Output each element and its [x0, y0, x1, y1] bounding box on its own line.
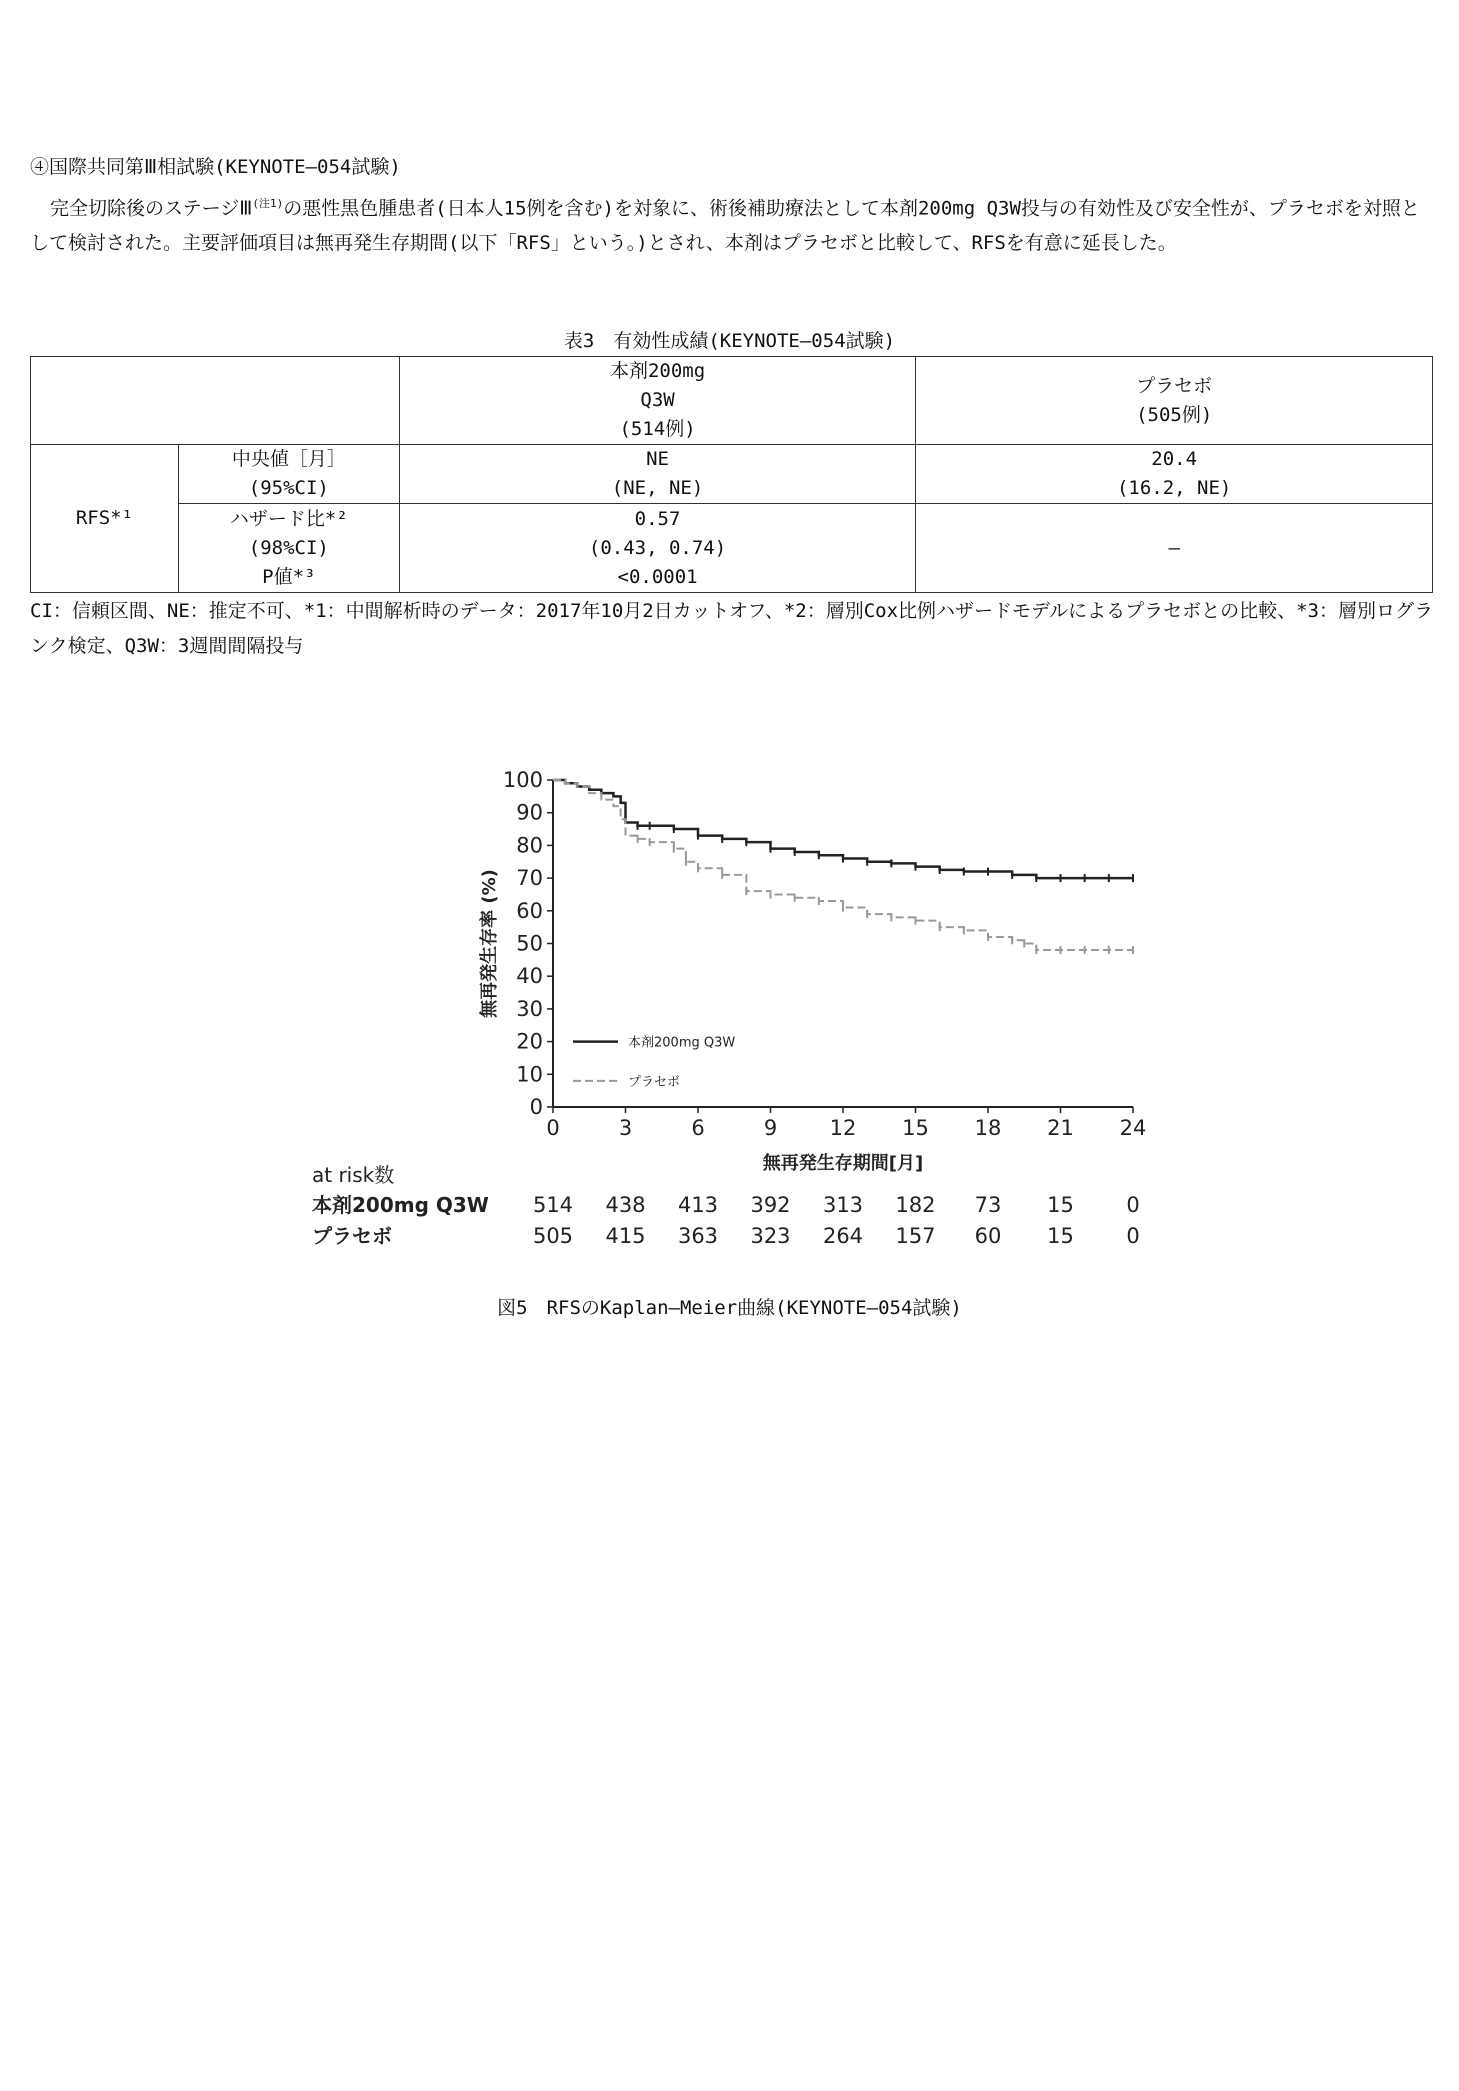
table-footnote: CI：信頼区間、NE：推定不可、*1：中間解析時のデータ：2017年10月2日カットオフ、*2：層別Cox比例ハザードモデルによるプラセボとの比較、*3：層別ログランク検定、Q3W：3週間間隔投与: [30, 600, 1433, 657]
hazard-drug: [399, 504, 916, 593]
median-label-line: (95%CI): [248, 477, 329, 499]
legend-label: プラセボ: [628, 1074, 681, 1090]
risk-value: 514: [532, 1193, 574, 1217]
risk-value: 182: [895, 1193, 936, 1217]
y-tick-label: 0: [529, 1095, 543, 1119]
median-drug-line: NE: [646, 448, 669, 470]
risk-row-label: プラセボ: [312, 1224, 392, 1248]
median-label: [178, 445, 399, 504]
header-drug-line: (514例): [619, 418, 696, 440]
y-tick-label: 60: [516, 898, 543, 923]
x-tick-label: 15: [902, 1116, 929, 1140]
x-tick-label: 18: [974, 1116, 1002, 1140]
risk-value: 264: [822, 1224, 864, 1248]
hazard-label-line: ハザード比*²: [229, 507, 348, 530]
risk-title: at risk数: [312, 1163, 395, 1187]
risk-value: 363: [677, 1224, 719, 1248]
header-placebo: [916, 357, 1433, 445]
hazard-drug-line: <0.0001: [617, 565, 698, 588]
risk-value: 415: [605, 1224, 646, 1248]
rfs-label: RFS*¹: [31, 445, 179, 593]
risk-value: 73: [974, 1193, 1002, 1217]
x-tick-label: 3: [618, 1116, 633, 1140]
hazard-placebo: ―: [916, 504, 1433, 593]
x-tick-label: 6: [691, 1116, 705, 1140]
risk-row-label: 本剤200mg Q3W: [312, 1193, 489, 1217]
table-row: [31, 445, 1433, 504]
hazard-label-line: P値*³: [262, 565, 316, 588]
y-axis-label: 無再発生存率 (%): [479, 869, 500, 1018]
risk-value: 157: [895, 1224, 936, 1248]
y-tick-label: 30: [516, 996, 543, 1021]
median-placebo: [916, 445, 1433, 504]
hazard-drug-line: 0.57: [634, 507, 681, 530]
para-part2: の悪性黒色腫患者(日本人15例を含む)を対象に、術後補助療法として本剤200mg Q3W投与の有効性及び安全性が、プラセボを対照として検討された。主要評価項目は無再発生存期間(以下「RFS」という。)とされ、本剤はプラセボと比較して、RFSを有意に延長した。: [30, 197, 1420, 255]
para-note-ref: (注1): [252, 197, 284, 210]
hazard-label-line: (98%CI): [248, 536, 329, 559]
chart-axes: [310, 770, 1150, 1260]
y-tick-label: 70: [516, 866, 543, 891]
x-tick-label: 9: [763, 1116, 778, 1140]
figure-caption: 図5 RFSのKaplan―Meier曲線(KEYNOTE―054試験): [497, 1297, 962, 1319]
risk-value: 0: [1126, 1224, 1140, 1248]
median-drug: [399, 445, 916, 504]
median-placebo-line: (16.2, NE): [1116, 477, 1232, 499]
body-paragraph: [30, 186, 1435, 261]
y-tick-label: 40: [516, 964, 543, 989]
header-drug-line: 本剤200mg: [609, 360, 706, 382]
risk-value: 0: [1126, 1193, 1140, 1217]
risk-value: 15: [1047, 1224, 1074, 1248]
hazard-label: [178, 504, 399, 593]
risk-value: 313: [822, 1193, 864, 1217]
km-chart-container: [310, 770, 1150, 1260]
header-drug: [399, 357, 916, 445]
y-tick-label: 50: [516, 931, 543, 956]
risk-value: 15: [1047, 1193, 1074, 1217]
header-blank: [31, 357, 400, 445]
legend-label: 本剤200mg Q3W: [628, 1035, 736, 1051]
y-tick-label: 90: [516, 800, 543, 825]
km-chart: [310, 770, 1150, 1260]
risk-value: 323: [750, 1224, 791, 1248]
x-tick-label: 12: [829, 1116, 857, 1140]
risk-value: 392: [750, 1193, 791, 1217]
y-tick-label: 80: [516, 833, 543, 858]
y-tick-label: 10: [516, 1062, 543, 1087]
x-tick-label: 24: [1119, 1116, 1147, 1140]
header-placebo-line: (505例): [1136, 403, 1213, 426]
risk-value: 505: [532, 1224, 574, 1248]
efficacy-table: [30, 356, 1433, 593]
x-axis-label: 無再発生存期間[月]: [762, 1153, 924, 1174]
median-drug-line: (NE, NE): [611, 477, 704, 499]
chart-background: [310, 770, 1150, 1260]
header-drug-line: Q3W: [640, 389, 675, 411]
hazard-drug-line: (0.43, 0.74): [588, 536, 727, 559]
risk-value: 413: [677, 1193, 719, 1217]
median-placebo-line: 20.4: [1151, 448, 1198, 470]
x-tick-label: 21: [1047, 1116, 1074, 1140]
y-tick-label: 100: [502, 770, 543, 792]
median-label-line: 中央値［月］: [231, 448, 346, 470]
risk-value: 438: [605, 1193, 646, 1217]
y-tick-label: 20: [516, 1029, 543, 1054]
x-tick-label: 0: [546, 1116, 560, 1140]
section-heading: ④国際共同第Ⅲ相試験(KEYNOTE―054試験): [30, 156, 401, 178]
table-caption: 表3 有効性成績(KEYNOTE―054試験): [563, 330, 896, 352]
header-placebo-line: プラセボ: [1136, 374, 1213, 397]
table-row: [31, 504, 1433, 593]
para-part1: 完全切除後のステージⅢ: [50, 197, 253, 220]
risk-value: 60: [974, 1224, 1002, 1248]
table-header-row: [31, 357, 1433, 445]
